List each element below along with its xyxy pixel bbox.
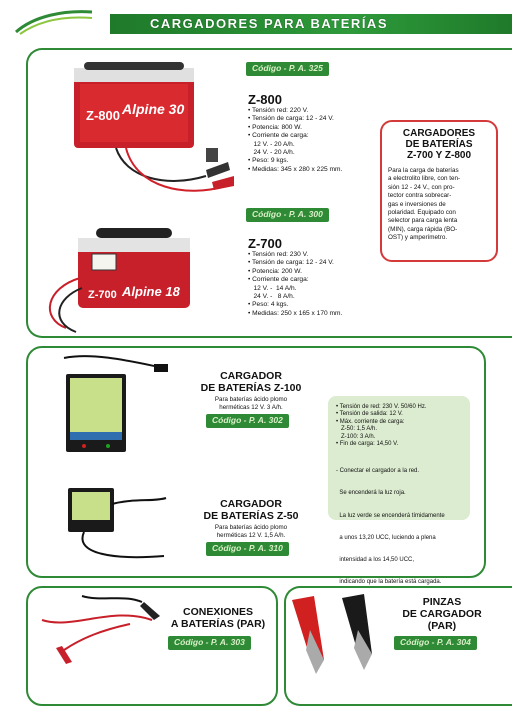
charger-z50-image [54,484,174,568]
z800-spec: • Potencia: 800 W. [248,123,302,131]
z800-spec: • Tensión de carga: 12 - 24 V. [248,115,334,123]
charger-clamps-image [284,590,394,686]
info-box-line: gas e inversiones de [388,200,446,208]
z800-spec: 12 V. - 20 A/h. [248,140,295,148]
info-box-line: OST) y amperímetro. [388,234,448,242]
note-line: indicando que la batería está cargada. [336,579,442,586]
z700-device-brand: Alpine 18 [122,284,180,299]
battery-connections-image [32,590,172,680]
small-spec: • Máx. corriente de carga: [336,418,405,425]
swoosh-logo-icon [14,6,94,36]
z50-sub-line: herméticas 12 V. 1,5 A/h. [216,532,286,539]
z800-device-brand: Alpine 30 [122,101,185,117]
z800-device-label: Z-800 [86,108,120,123]
z700-spec: • Tensión red: 230 V. [248,251,309,258]
z800-spec: • Peso: 9 kgs. [248,157,289,165]
z50-code-tag: Código - P. A. 310 [206,542,289,556]
charger-z100-image [54,352,174,456]
info-box-chargers [380,120,498,262]
info-box-description [388,167,490,243]
note-line: - Conectar el cargador a la red. [336,468,420,475]
connections-title-line: CONEXIONES [182,606,253,618]
z800-spec: • Tensión red: 220 V. [248,107,309,114]
z800-spec-list [248,107,342,174]
z800-spec: • Corriente de carga: [248,132,309,140]
small-chargers-spec-list [336,404,462,448]
z50-subtitle [196,524,306,540]
info-box-title-line: CARGADORES [402,128,476,139]
small-spec: • Tensión de red: 230 V. 50/60 Hz. [336,404,427,410]
z700-spec: • Medidas: 250 x 165 x 170 mm. [248,309,343,317]
z50-title [196,498,306,522]
charger-z700-image [36,218,216,338]
info-box-line: a electrolito libre, con ten- [388,175,461,183]
z50-title-line: DE BATERÍAS Z-50 [203,510,299,522]
note-line: intensidad a los 14,50 UCC, [336,557,415,564]
small-chargers-note [336,453,462,601]
info-box-title-line: Z-700 Y Z-800 [406,150,472,161]
z100-title-line: CARGADOR [220,370,282,382]
clamps-title-line: (PAR) [427,620,457,632]
z100-title [196,370,306,394]
charger-z800-image [56,58,236,218]
info-box-line: (MIN), carga rápida (BO- [388,225,458,233]
z800-spec: • Medidas: 345 x 280 x 225 mm. [248,165,343,173]
z700-spec: • Potencia: 200 W. [248,267,302,275]
connections-title [168,606,268,630]
note-line: Se encenderá la luz roja. [336,490,406,497]
info-box-line: selector para carga lenta [388,217,458,225]
z100-sub-line: herméticas 12 V. 3 A/h. [219,404,283,411]
info-box-line: Para la carga de baterías [388,167,459,174]
z700-model-title: Z-700 [248,236,282,251]
clamps-code-tag: Código - P. A. 304 [394,636,477,650]
z800-model-title: Z-800 [248,92,282,107]
note-line: La luz verde se encenderá tímidamente [336,512,445,519]
small-spec: • Fin de carga: 14,50 V. [336,441,399,448]
z700-spec: • Peso: 4 kgs. [248,301,289,309]
small-chargers-spec-box [328,396,470,586]
note-line: a unos 13,20 UCC, luciendo a plena [336,534,436,541]
z100-title-line: DE BATERÍAS Z-100 [200,382,302,394]
page-header [0,0,512,42]
small-spec: Z-100: 3 A/h. [336,433,376,440]
info-box-title-line: DE BATERÍAS [405,139,473,150]
info-box-line: sión 12 - 24 V., con pro- [388,183,455,191]
z700-spec-list [248,251,342,318]
z700-spec: 12 V. - 14 A/h. [248,284,297,292]
clamps-title [396,596,488,632]
clamps-title-line: PINZAS [422,596,462,608]
small-spec: Z-50: 1,5 A/h. [336,426,378,433]
z700-spec: • Tensión de carga: 12 - 24 V. [248,259,334,267]
z700-spec: 24 V. - 8 A/h. [248,293,295,301]
z100-code-tag: Código - P. A. 302 [206,414,289,428]
z700-code-tag: Código - P. A. 300 [246,208,329,222]
z50-title-line: CARGADOR [220,498,282,510]
z100-sub-line: Para baterías ácido plomo [214,396,288,403]
connections-title-line: A BATERÍAS (PAR) [170,618,266,630]
z100-subtitle [196,396,306,412]
page-title: CARGADORES PARA BATERÍAS [150,16,388,31]
z800-code-tag: Código - P. A. 325 [246,62,329,76]
z50-sub-line: Para baterías ácido plomo [214,524,288,531]
info-box-line: tector contra sobrecar- [388,192,452,200]
small-spec: • Tensión de salida: 12 V. [336,411,403,418]
z700-device-label: Z-700 [88,289,117,301]
z700-spec: • Corriente de carga: [248,276,309,284]
info-box-line: polaridad. Equipado con [388,209,456,217]
clamps-title-line: DE CARGADOR [402,608,482,620]
z800-spec: 24 V. - 20 A/h. [248,149,295,157]
connections-code-tag: Código - P. A. 303 [168,636,251,650]
